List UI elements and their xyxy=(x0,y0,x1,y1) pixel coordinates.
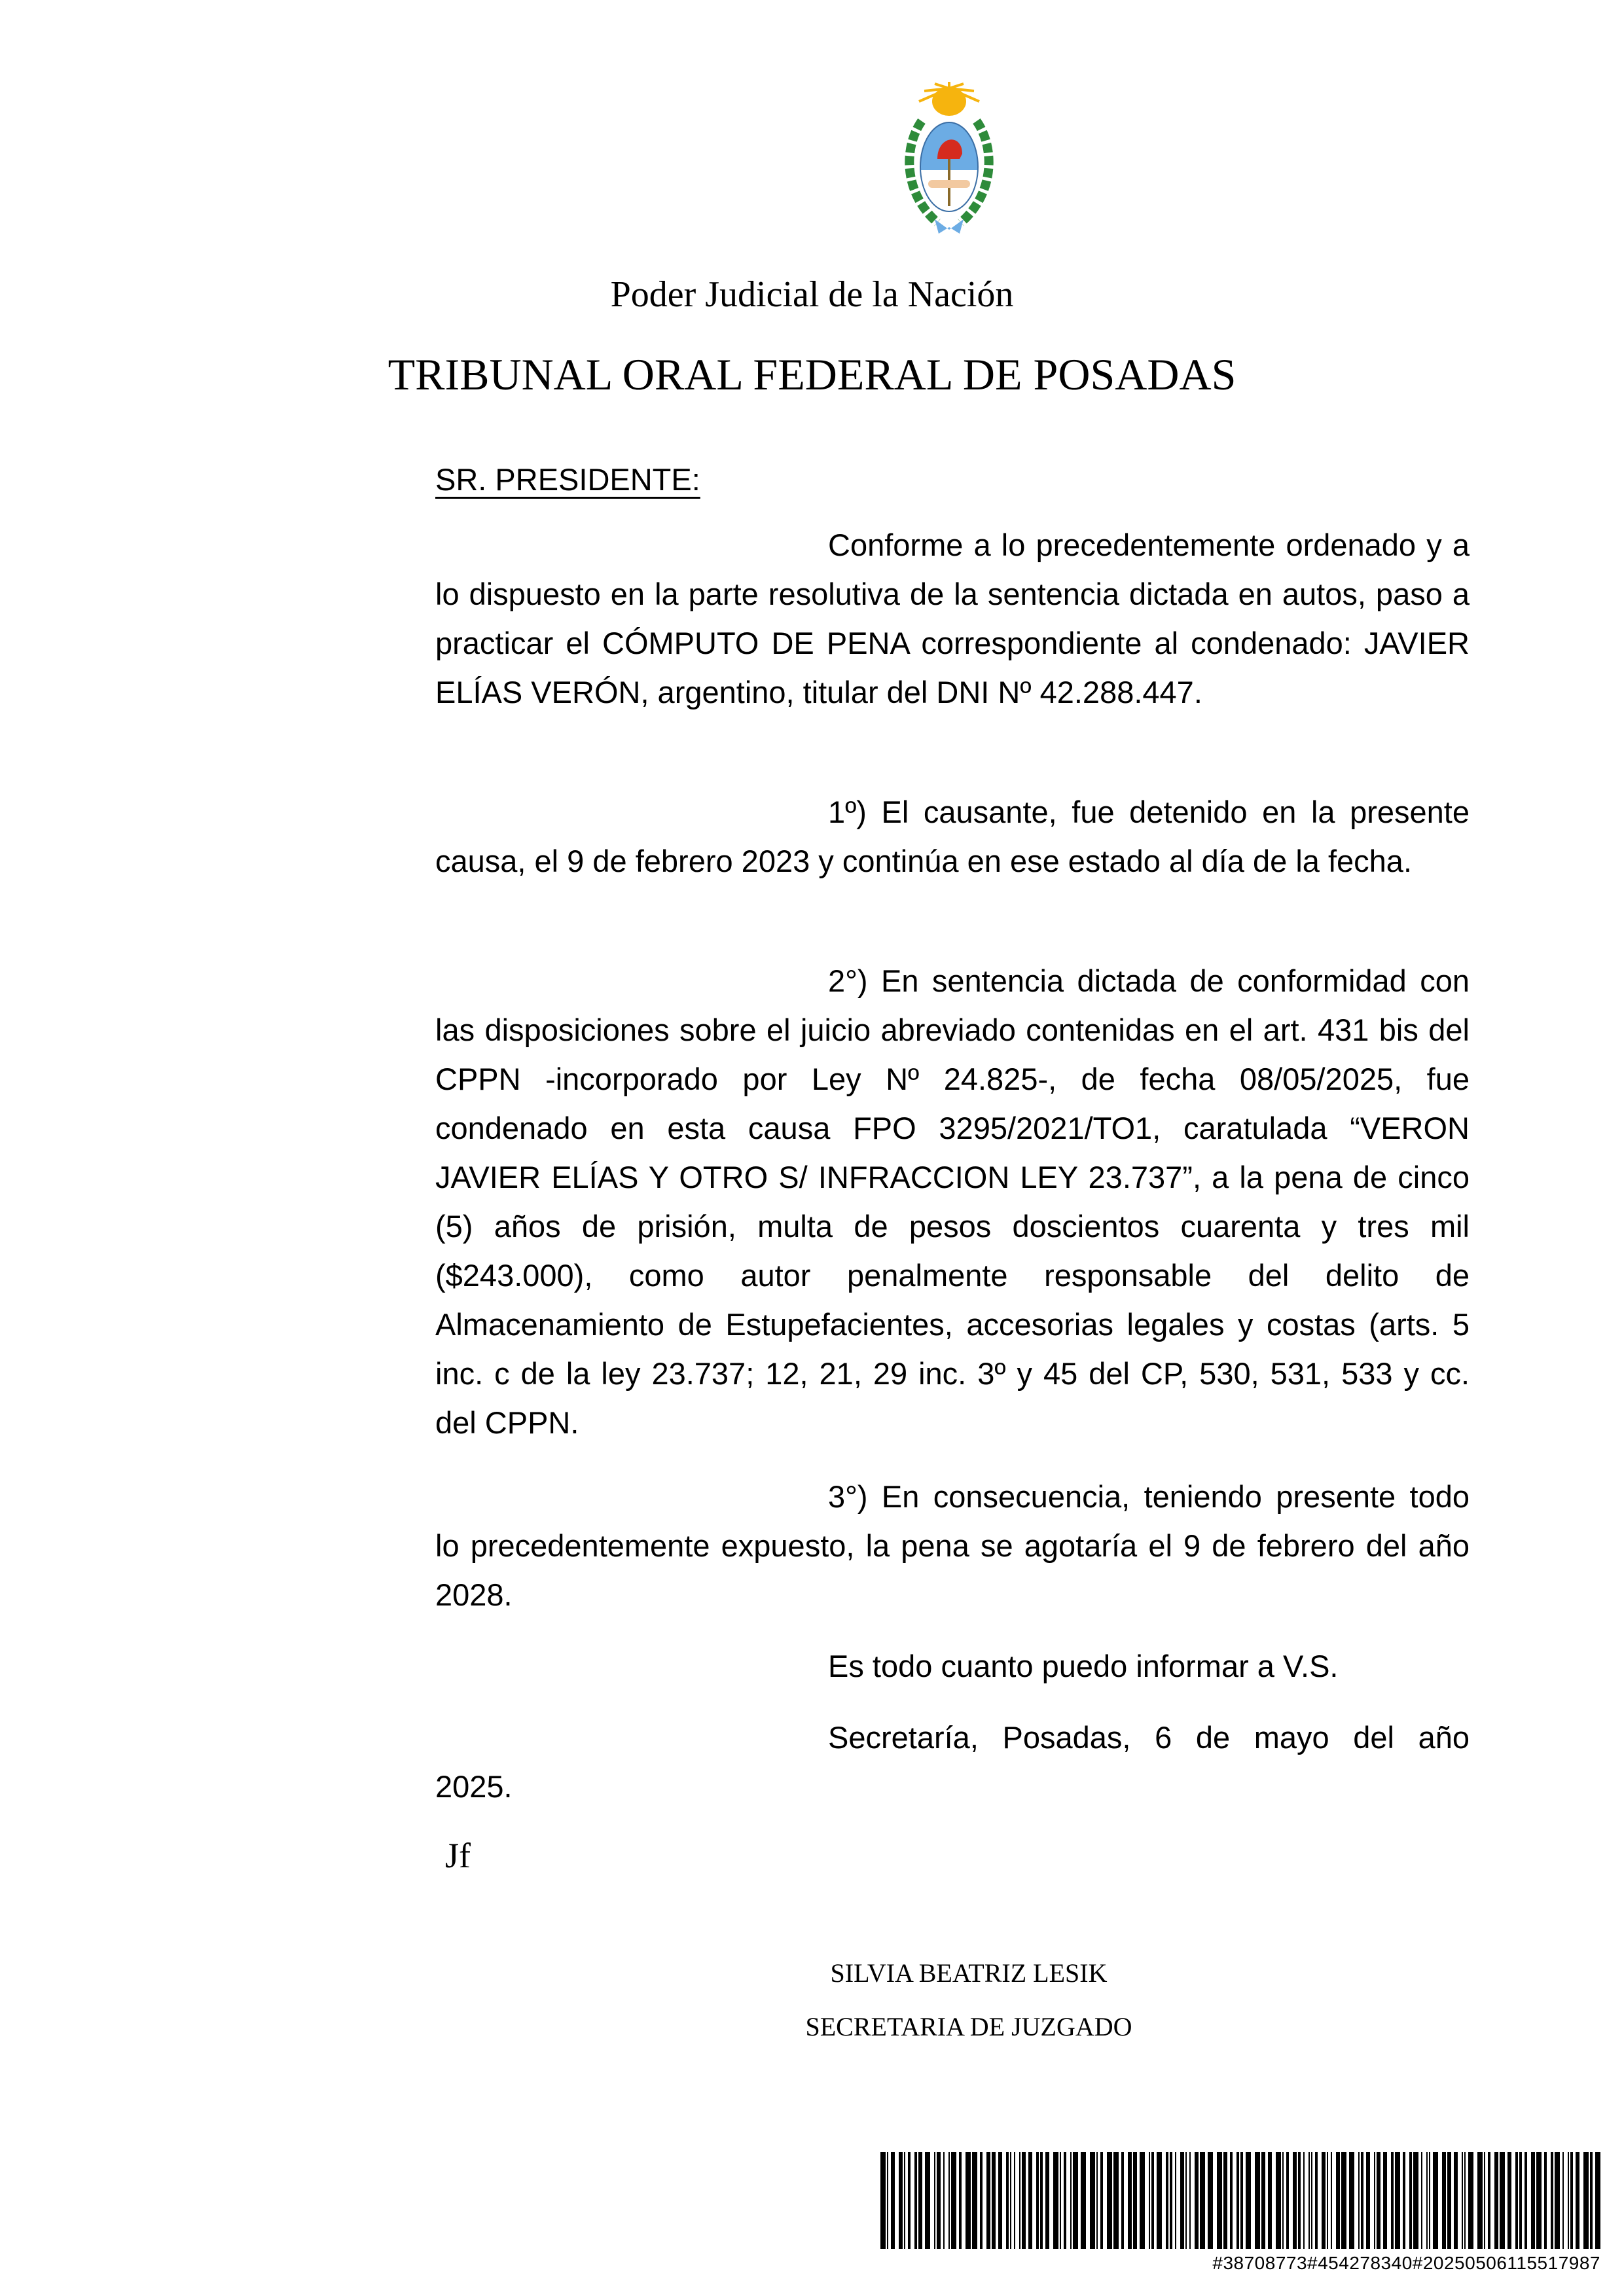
barcode-bar xyxy=(899,2152,903,2249)
barcode-bar xyxy=(937,2152,941,2249)
barcode-bar xyxy=(1019,2152,1020,2249)
barcode-bar xyxy=(1544,2152,1547,2249)
barcode-bar xyxy=(1208,2152,1213,2249)
barcode-bar xyxy=(1022,2152,1026,2249)
barcode-bar xyxy=(1217,2152,1222,2249)
barcode-bar xyxy=(998,2152,1002,2249)
barcode-bar xyxy=(1040,2152,1043,2249)
barcode-bar xyxy=(1500,2152,1505,2249)
barcode-bar xyxy=(1374,2152,1375,2249)
barcode-bar xyxy=(1413,2152,1418,2249)
barcode-bar xyxy=(1255,2152,1260,2249)
barcode-bar xyxy=(1014,2152,1015,2249)
hands xyxy=(928,180,970,188)
signatory-name: SILVIA BEATRIZ LESIK xyxy=(830,1958,1108,1988)
barcode-bar xyxy=(1081,2152,1086,2249)
paragraph-sentence: 2°) En sentencia dictada de conformidad con las disposiciones sobre el juicio abreviado contenidas en el art. 431 bis del CPPN -incorporado por Ley Nº 24.825-, de fecha 08/05/2025, fue condenado en esta causa FPO 3295/2021/TO1, caratulada “VERON JAVIER ELÍAS Y OTRO S/ INFRACCION LEY 23.737”, a la pena de cinco (5) años de prisión, multa de pesos doscientos cuarenta y tres mil ($243.000), como autor penalmente responsable del delito de Almacenamiento de Estupefacientes, accesorias legales y costas (arts. 5 inc. c de la ley 23.737; 12, 21, 29 inc. 3º y 45 del CP, 530, 531, 533 y cc. del CPPN. xyxy=(435,963,1470,1440)
barcode-bar xyxy=(1121,2152,1124,2249)
paragraph-detention: 1º) El causante, fue detenido en la presente causa, el 9 de febrero 2023 y continúa en ese estado al día de la fecha. xyxy=(435,795,1470,878)
barcode-bar xyxy=(1507,2152,1511,2249)
barcode-bar xyxy=(1595,2152,1600,2249)
coat-of-arms-icon xyxy=(897,82,1001,236)
barcode-bar xyxy=(904,2152,905,2249)
barcode-bar xyxy=(1053,2152,1058,2249)
barcode-bar xyxy=(891,2152,895,2249)
barcode-bar xyxy=(1568,2152,1569,2249)
signatory-title: SECRETARIA DE JUZGADO xyxy=(805,2012,1132,2041)
barcode-bar xyxy=(1157,2152,1162,2249)
barcode-bar xyxy=(1531,2152,1535,2249)
ribbon xyxy=(935,219,964,234)
sun-icon xyxy=(932,87,966,116)
barcode-bar xyxy=(1383,2152,1387,2249)
barcode-bar xyxy=(1096,2152,1098,2249)
barcode-bar xyxy=(1468,2152,1473,2249)
barcode-bar xyxy=(1358,2152,1360,2249)
barcode-bar xyxy=(1519,2152,1522,2249)
barcode-bar xyxy=(1286,2152,1289,2249)
barcode-bar xyxy=(1166,2152,1168,2249)
barcode-bar xyxy=(1185,2152,1187,2249)
barcode-bar xyxy=(986,2152,990,2249)
barcode-bar xyxy=(951,2152,956,2249)
barcode-bar xyxy=(1311,2152,1312,2249)
barcode-bar xyxy=(1246,2152,1251,2249)
barcode-bar xyxy=(992,2152,996,2249)
barcode-bar xyxy=(1433,2152,1438,2249)
barcode-bar xyxy=(1555,2152,1560,2249)
barcode-bar xyxy=(908,2152,911,2249)
barcode-bar xyxy=(1477,2152,1483,2249)
barcode-bar xyxy=(1064,2152,1066,2249)
barcode-bar xyxy=(1133,2152,1137,2249)
paragraph-expiry: 3°) En consecuencia, teniendo presente todo lo precedentemente expuesto, la pena se agotaría el 9 de febrero del año 2028. xyxy=(435,1479,1470,1612)
barcode-bar xyxy=(943,2152,945,2249)
barcode-bar xyxy=(1576,2152,1579,2249)
barcode-bar xyxy=(1327,2152,1328,2249)
closing-year: 2025. xyxy=(435,1769,513,1804)
barcode-bar xyxy=(1276,2152,1281,2249)
barcode-bar xyxy=(1149,2152,1150,2249)
barcode-bar xyxy=(1429,2152,1430,2249)
barcode-bar xyxy=(1293,2152,1297,2249)
institution-name: Poder Judicial de la Nación xyxy=(610,274,1014,315)
barcode-bar xyxy=(925,2152,930,2249)
initials: Jf xyxy=(445,1836,471,1875)
barcode-bar xyxy=(1366,2152,1370,2249)
barcode-bar xyxy=(1391,2152,1394,2249)
barcode-bar xyxy=(1090,2152,1095,2249)
barcode-bar xyxy=(1551,2152,1553,2249)
barcode-bar xyxy=(1315,2152,1318,2249)
barcode-bar xyxy=(948,2152,950,2249)
barcode-bar xyxy=(1223,2152,1227,2249)
barcode-bar xyxy=(1488,2152,1490,2249)
barcode-bar xyxy=(1377,2152,1380,2249)
barcode-bar xyxy=(1180,2152,1184,2249)
barcode-bar xyxy=(1070,2152,1072,2249)
barcode-bar xyxy=(1494,2152,1498,2249)
barcode-bar xyxy=(880,2152,886,2249)
barcode-bar xyxy=(1060,2152,1061,2249)
barcode-bar xyxy=(1113,2152,1119,2249)
barcode-bar xyxy=(1442,2152,1446,2249)
barcode-bar xyxy=(1395,2152,1400,2249)
closing-place-date: Secretaría, Posadas, 6 de mayo del año xyxy=(828,1720,1470,1755)
closing-statement: Es todo cuanto puedo informar a V.S. xyxy=(828,1649,1339,1683)
barcode-bar xyxy=(914,2152,917,2249)
barcode-bar xyxy=(1268,2152,1272,2249)
barcode-bar xyxy=(1140,2152,1145,2249)
barcode-bar xyxy=(1562,2152,1564,2249)
barcode-bar xyxy=(1484,2152,1485,2249)
barcode-bar xyxy=(1583,2152,1589,2249)
barcode-bar xyxy=(1536,2152,1542,2249)
barcode-bar xyxy=(887,2152,888,2249)
barcode-bar xyxy=(1298,2152,1301,2249)
barcode-bar xyxy=(1261,2152,1265,2249)
barcode-bar xyxy=(1010,2152,1011,2249)
barcode-bar xyxy=(1189,2152,1191,2249)
barcode-bar xyxy=(1462,2152,1463,2249)
barcode-bar xyxy=(1107,2152,1112,2249)
barcode-bar xyxy=(1195,2152,1199,2249)
barcode-bar xyxy=(1590,2152,1593,2249)
barcode-bar xyxy=(1230,2152,1233,2249)
barcode-bar xyxy=(1426,2152,1428,2249)
barcode-bar xyxy=(1403,2152,1405,2249)
barcode-bar xyxy=(1447,2152,1451,2249)
barcode-bar xyxy=(1570,2152,1573,2249)
barcode-bar xyxy=(980,2152,983,2249)
barcode-bar xyxy=(1236,2152,1239,2249)
barcode-bar xyxy=(1454,2152,1458,2249)
barcode-bar xyxy=(1361,2152,1363,2249)
barcode-bar xyxy=(1303,2152,1305,2249)
barcode-bar xyxy=(1073,2152,1078,2249)
barcode-bar xyxy=(1170,2152,1172,2249)
barcode-number: #38708773#454278340#20250506115517987 xyxy=(1212,2253,1600,2273)
barcode-bar xyxy=(1341,2152,1346,2249)
barcode-bar xyxy=(1045,2152,1049,2249)
barcode-bar xyxy=(1151,2152,1154,2249)
barcode-bar xyxy=(1464,2152,1466,2249)
barcode-bar xyxy=(1128,2152,1132,2249)
barcode-bar xyxy=(1322,2152,1326,2249)
barcode-bar xyxy=(1409,2152,1412,2249)
addressee: SR. PRESIDENTE: xyxy=(435,462,700,497)
barcode-bar xyxy=(1200,2152,1205,2249)
barcode-bar xyxy=(934,2152,935,2249)
barcode-bar xyxy=(972,2152,977,2249)
barcode-bar xyxy=(1006,2152,1009,2249)
tribunal-name: TRIBUNAL ORAL FEDERAL DE POSADAS xyxy=(388,350,1236,399)
barcode-bar xyxy=(1421,2152,1422,2249)
barcode-bar xyxy=(1525,2152,1527,2249)
barcode-bar xyxy=(1036,2152,1039,2249)
paragraph-intro: Conforme a lo precedentemente ordenado y a lo dispuesto en la parte resolutiva de la sentencia dictada en autos, paso a practicar el CÓMPUTO DE PENA correspondiente al condenado: JAVIER ELÍAS VERÓN, argentino, titular del DNI Nº 42.288.447. xyxy=(435,528,1470,709)
barcode-bar xyxy=(1349,2152,1354,2249)
barcode-bar xyxy=(1282,2152,1284,2249)
barcode-bar xyxy=(1240,2152,1243,2249)
barcode-bar xyxy=(1100,2152,1103,2249)
barcode-bar xyxy=(965,2152,971,2249)
barcode-bar xyxy=(1028,2152,1032,2249)
barcode-bar xyxy=(1175,2152,1176,2249)
barcode-icon xyxy=(880,2152,1600,2249)
barcode-bar xyxy=(1308,2152,1310,2249)
barcode-bar xyxy=(1331,2152,1332,2249)
barcode-bar xyxy=(1515,2152,1518,2249)
barcode-bar xyxy=(918,2152,922,2249)
barcode-bar xyxy=(959,2152,962,2249)
barcode-bar xyxy=(1336,2152,1340,2249)
